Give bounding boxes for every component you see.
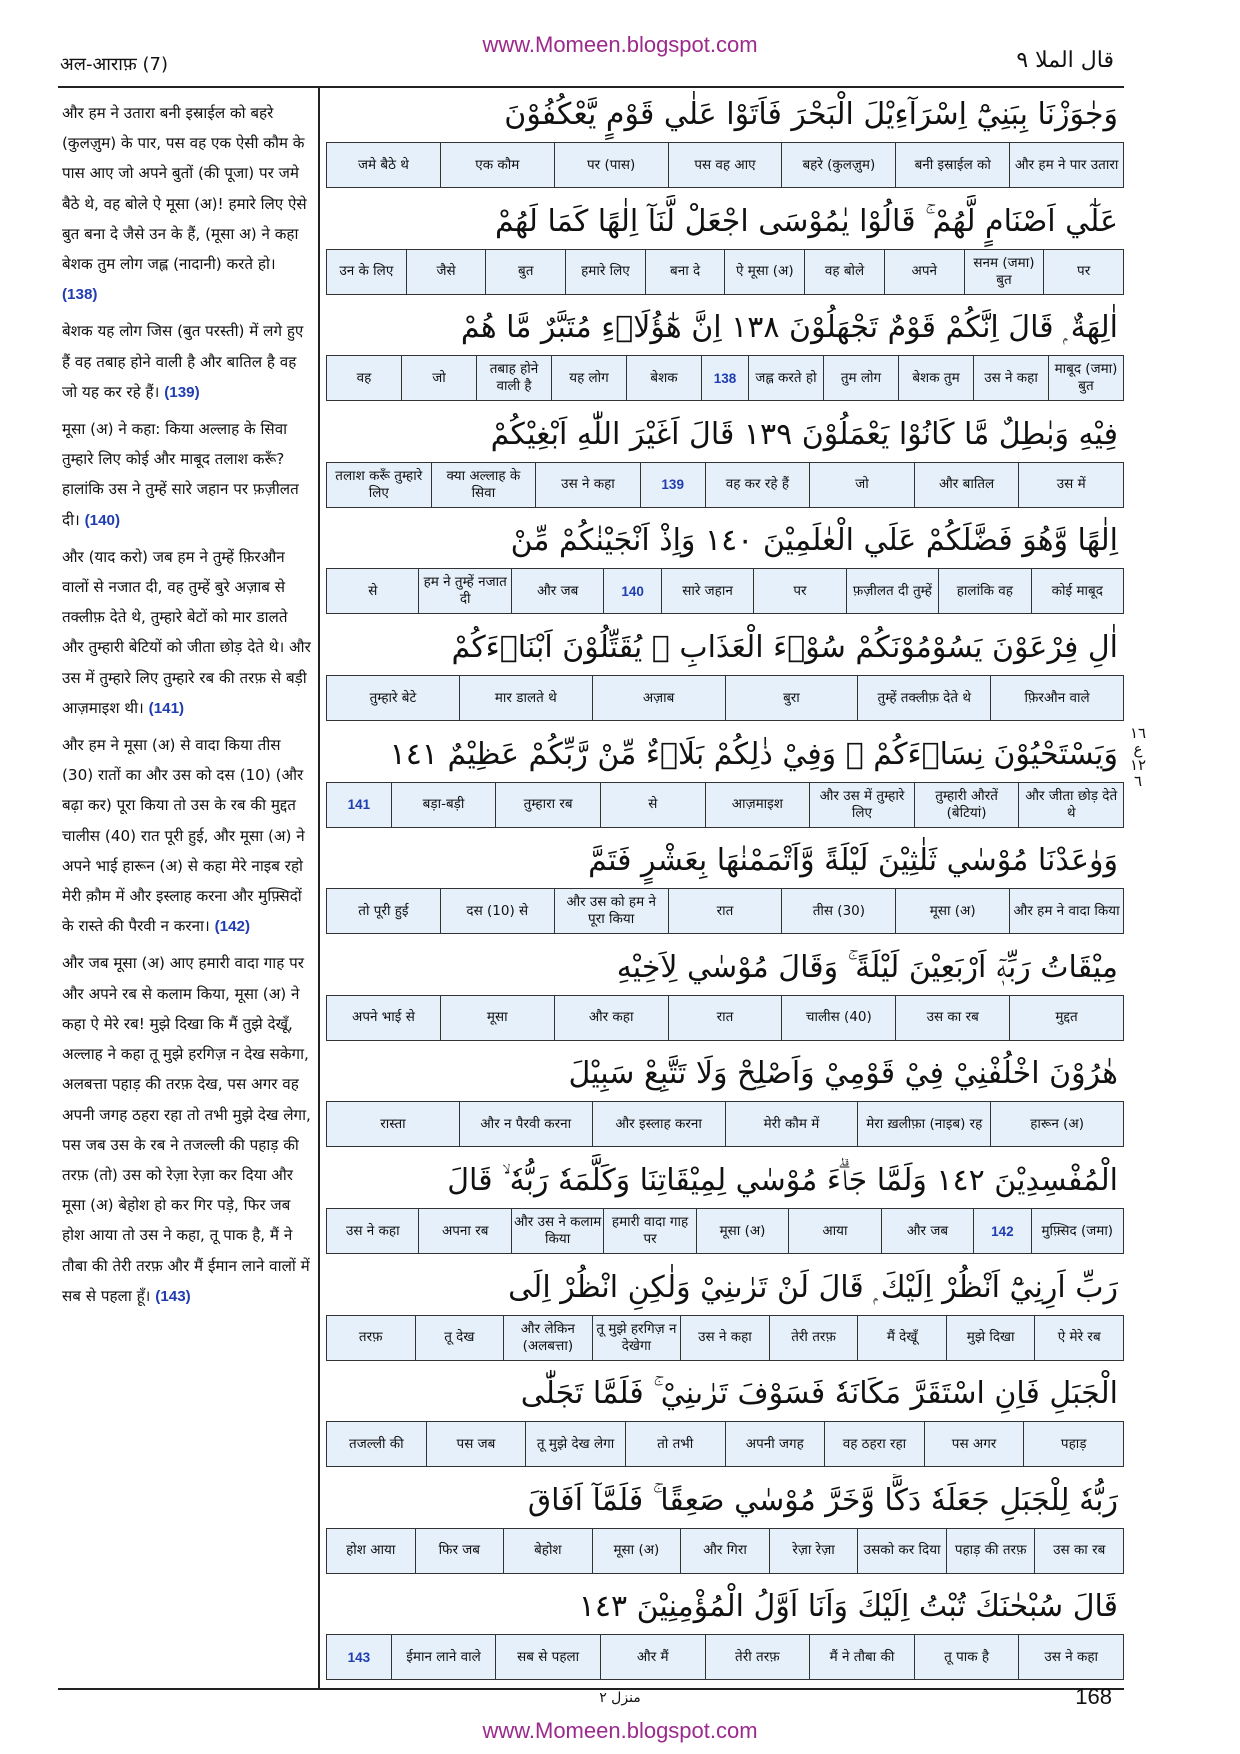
arabic-line: وَجٰوَزْنَا بِبَنِيْٓ اِسْرَآءِيْلَ الْبَحْرَ فَاَتَوْا عَلٰي قَوْمٍ يَّعْكُفُوْنَ xyxy=(504,97,1118,132)
word-cell: मुझे दिखा xyxy=(946,1316,1035,1360)
word-meanings xyxy=(326,675,1124,721)
word-cell: तुम्हारी औरतें (बेटियां) xyxy=(914,783,1019,827)
word-cell: और हम ने पार उतारा xyxy=(1009,143,1123,187)
word-cell: तेरी तरफ़ xyxy=(769,1316,858,1360)
word-cell: आज़माइश xyxy=(705,783,810,827)
word-meanings xyxy=(326,568,1124,614)
word-meanings xyxy=(326,1208,1124,1254)
word-cell: मूसा (अ) xyxy=(895,889,1009,933)
arabic-line: رَبُّهٗ لِلْجَبَلِ جَعَلَهٗ دَكًّا وَّخَرَّ مُوْسٰي صَعِقًا ۚ فَلَمَّآ اَفَاقَ xyxy=(527,1482,1118,1518)
word-cell: अज़ाब xyxy=(592,676,725,720)
word-cell: और उस में तुम्हारे लिए xyxy=(809,783,914,827)
word-cell: तुम्हें तक्लीफ़ देते थे xyxy=(857,676,990,720)
word-cell: बुत xyxy=(485,250,565,294)
word-cell: तू पाक है xyxy=(914,1635,1019,1679)
word-cell: और जब xyxy=(881,1209,973,1253)
verse-number: (140) xyxy=(84,511,121,529)
word-cell: मूसा (अ) xyxy=(696,1209,788,1253)
word-meanings xyxy=(326,355,1124,401)
word-cell: अपनी जगह xyxy=(725,1422,825,1466)
surah-name-hindi: अल-आराफ़ (7) xyxy=(60,54,168,75)
word-cell: वह कर रहे हैं xyxy=(705,463,810,507)
word-meanings xyxy=(326,249,1124,295)
word-cell: फ़िरऔन वाले xyxy=(990,676,1123,720)
arabic-line: فِيْهِ وَبٰطِلٌ مَّا كَانُوْا يَعْمَلُوْنَ ١٣٩ قَالَ اَغَيْرَ اللّٰهِ اَبْغِيْكُمْ xyxy=(490,416,1118,452)
arabic-line: الْمُفْسِدِيْنَ ١٤٢ وَلَمَّا جَاۗءَ مُوْسٰي لِمِيْقَاتِنَا وَكَلَّمَهٗ رَبُّهٗ ۙ قَالَ xyxy=(447,1163,1118,1198)
word-cell: उस ने कहा xyxy=(680,1316,769,1360)
word-cell: और कहा xyxy=(554,996,668,1040)
header-url[interactable]: www.Momeen.blogspot.com xyxy=(482,32,758,57)
word-cell: पस वह आए xyxy=(668,143,782,187)
word-cell: ऐ मेरे रब xyxy=(1034,1316,1123,1360)
word-cell: उस का रब xyxy=(895,996,1009,1040)
word-cell: 141 xyxy=(347,797,371,813)
word-cell: और गिरा xyxy=(680,1529,769,1573)
word-cell: बना दे xyxy=(645,250,725,294)
word-cell: उस ने कहा xyxy=(535,463,640,507)
word-cell: ईमान लाने वाले xyxy=(391,1635,496,1679)
word-cell: मैं ने तौबा की xyxy=(809,1635,914,1679)
word-meanings xyxy=(326,142,1124,188)
word-meanings xyxy=(326,1315,1124,1361)
word-cell: रात xyxy=(668,889,782,933)
word-cell: बुरा xyxy=(725,676,858,720)
translation-paragraph: और हम ने उतारा बनी इस्राईल को बहरे (कुलज़ुम) के पार, पस वह एक ऐसी कौम के पास आए जो अपने बुतों (की पूजा) पर जमे बैठे थे, वह बोले ऐ मूसा (अ)! हमारे लिए ऐसे बुत बना दे जैसे उन के हैं, (मूसा अ) ने कहा बेशक तुम लोग जह्ल (नादानी) करते हो। (138) xyxy=(62,104,307,304)
verse-number: (143) xyxy=(155,1287,191,1305)
translation-paragraph: और (याद करो) जब हम ने तुम्हें फ़िरऔन वालों से नजात दी, वह तुम्हें बुरे अज़ाब से तक्लीफ़ देते थे, तुम्हारे बेटों को मार डालते और तुम्हारी बेटियों को जीता छोड़ देते थे। और उस में तुम्हारे लिए तुम्हारे रब की तरफ़ से बड़ी आज़माइश थी। (141) xyxy=(62,547,311,717)
word-meanings xyxy=(326,1528,1124,1574)
word-cell: तरफ़ xyxy=(358,1329,383,1346)
translation-paragraph: बेशक यह लोग जिस (बुत परस्ती) में लगे हुए हैं वह तबाह होने वाली है और बातिल है वह जो यह कर रहे हैं। (139) xyxy=(62,322,304,401)
word-cell: हालांकि वह xyxy=(938,569,1030,613)
word-cell: वह xyxy=(356,369,372,386)
word-cell: ऐ मूसा (अ) xyxy=(724,250,804,294)
word-cell: जमे बैठे थे xyxy=(357,156,409,173)
verse-number: (141) xyxy=(148,699,185,717)
ruku-mark-part: ١٦ xyxy=(1129,724,1147,742)
ruku-mark-part: ٦ xyxy=(1133,772,1143,790)
arabic-line: وَيَسْتَحْيُوْنَ نِسَاۗءَكُمْ ۭ وَفِيْ ذٰلِكُمْ بَلَاۗءٌ مِّنْ رَّبِّكُمْ عَظِيْمٌ ١٤١ xyxy=(389,736,1118,772)
word-cell: पर (पास) xyxy=(554,143,668,187)
translation-column xyxy=(58,88,320,1688)
arabic-line: عَلٰٓي اَصْنَامٍ لَّهُمْ ۚ قَالُوْا يٰمُوْسَى اجْعَلْ لَّنَآ اِلٰهًا كَمَا لَهُمْ xyxy=(494,203,1118,239)
word-cell: और बातिल xyxy=(914,463,1019,507)
ruku-mark-part: ١٢ xyxy=(1129,756,1147,774)
arabic-line: هٰرُوْنَ اخْلُفْنِيْ فِيْ قَوْمِيْ وَاَصْلِحْ وَلَا تَتَّبِعْ سَبِيْلَ xyxy=(568,1056,1118,1092)
word-cell: हमारी वादा गाह पर xyxy=(603,1209,695,1253)
word-cell: मूसा xyxy=(440,996,554,1040)
translation-paragraph: मूसा (अ) ने कहा: किया अल्लाह के सिवा तुम्हारे लिए कोई और माबूद तलाश करूँ? हालांकि उस ने तुम्हें सारे जहान पर फ़ज़ीलत दी। (140) xyxy=(62,420,299,529)
word-meanings xyxy=(326,1421,1124,1467)
word-cell: सनम (जमा) बुत xyxy=(964,250,1044,294)
word-cell: तलाश करूँ तुम्हारे लिए xyxy=(335,467,423,501)
word-cell: और लेकिन (अलबत्ता) xyxy=(503,1316,592,1360)
word-cell: तो तभी xyxy=(625,1422,725,1466)
ruku-mark xyxy=(1128,725,1148,789)
word-cell: तो पूरी हुई xyxy=(358,902,409,919)
word-cell: क्या अल्लाह के सिवा xyxy=(431,463,536,507)
word-cell: और हम ने वादा किया xyxy=(1009,889,1123,933)
verse-number: (138) xyxy=(62,286,98,304)
word-cell: हम ने तुम्हें नजात दी xyxy=(418,569,510,613)
arabic-line: وَوٰعَدْنَا مُوْسٰي ثَلٰثِيْنَ لَيْلَةً وَّاَتْمَمْنٰهَا بِعَشْرٍ فَتَمَّ xyxy=(588,843,1118,879)
word-cell: उस का रब xyxy=(1034,1529,1123,1573)
word-cell: उसको कर दिया xyxy=(857,1529,946,1573)
arabic-line: قَالَ سُبْحٰنَكَ تُبْتُ اِلَيْكَ وَاَنَا اَوَّلُ الْمُؤْمِنِيْنَ ١٤٣ xyxy=(578,1589,1118,1625)
word-cell: 142 xyxy=(973,1209,1030,1253)
word-cell: तुम्हारा रब xyxy=(495,783,600,827)
word-cell: 143 xyxy=(347,1649,371,1665)
word-cell: बड़ा-बड़ी xyxy=(391,783,496,827)
word-cell: फ़ज़ीलत दी तुम्हें xyxy=(846,569,938,613)
word-cell: रेज़ा रेज़ा xyxy=(769,1529,858,1573)
translation-paragraph: और हम ने मूसा (अ) से वादा किया तीस (30) रातों का और उस को दस (10) (और बढ़ा कर) पूरा किया तो उस के रब की मुद्दत चालीस (40) रात पूरी हुई, और मूसा (अ) ने अपने भाई हारून (अ) से कहा मेरे नाइब रहो मेरी क़ौम में और इस्लाह करना और मुफ़्सिदों के रास्ते की पैरवी न करना। (142) xyxy=(62,736,305,936)
word-cell: तू देख xyxy=(415,1316,504,1360)
word-cell: रात xyxy=(668,996,782,1040)
word-meanings xyxy=(326,782,1124,828)
word-cell: हारून (अ) xyxy=(990,1102,1123,1146)
word-meanings xyxy=(326,995,1124,1041)
word-cell: 139 xyxy=(640,463,705,507)
word-cell: मार डालते थे xyxy=(459,676,592,720)
word-cell: मेरी कौम में xyxy=(725,1102,858,1146)
arabic-line: رَبِّ اَرِنِيْٓ اَنْظُرْ اِلَيْكَ ۭ قَالَ لَنْ تَرٰىنِيْ وَلٰكِنِ انْظُرْ اِلَى xyxy=(508,1269,1118,1305)
word-cell: और उस ने कलाम किया xyxy=(511,1209,603,1253)
word-cell: मूसा (अ) xyxy=(592,1529,681,1573)
word-cell: चालीस (40) xyxy=(781,996,895,1040)
word-cell: जो xyxy=(401,356,476,400)
word-cell: सब से पहला xyxy=(495,1635,600,1679)
word-cell: बनी इस्राईल को xyxy=(895,143,1009,187)
arabic-line: اِلٰهًا وَّهُوَ فَضَّلَكُمْ عَلَي الْعٰلَمِيْنَ ١٤٠ وَاِذْ اَنْجَيْنٰكُمْ مِّنْ xyxy=(510,523,1118,559)
arabic-line: اٰلِهَةٌ ۭ قَالَ اِنَّكُمْ قَوْمٌ تَجْهَلُوْنَ ١٣٨ اِنَّ هٰٓؤُلَاۗءِ مُتَبَّرٌ مَّا هُمْ xyxy=(460,310,1118,346)
word-cell: और न पैरवी करना xyxy=(459,1102,592,1146)
word-cell: तीस (30) xyxy=(781,889,895,933)
word-cell: और उस को हम ने पूरा किया xyxy=(554,889,668,933)
word-cell: बहरे (कुलज़ुम) xyxy=(781,143,895,187)
word-cell: और जीता छोड़ देते थे xyxy=(1018,783,1123,827)
word-cell: बेशक xyxy=(626,356,701,400)
word-cell: एक कौम xyxy=(440,143,554,187)
translation-paragraph: और जब मूसा (अ) आए हमारी वादा गाह पर और अपने रब से कलाम किया, मूसा (अ) ने कहा ऐ मेरे रब! मुझे दिखा कि मैं तुझे देखूँ, अल्लाह ने कहा तू मुझे हरगिज़ न देख सकेगा, अलबत्ता पहाड़ की तरफ़ देख, पस अगर वह अपनी जगह ठहरा रहा तो तभी मुझे देख लेगा, पस जब उस के रब ने तजल्ली की पहाड़ की तरफ़ (तो) उस को रेज़ा रेज़ा कर दिया और मूसा (अ) बेहोश हो कर गिर पड़े, फिर जब होश आया तो उस ने कहा, तू पाक है, मैं ने तौबा की तेरी तरफ़ और मैं ईमान लाने वालों में सब से पहला हूँ। (143) xyxy=(62,954,311,1305)
word-meanings xyxy=(326,1101,1124,1147)
word-cell: तेरी तरफ़ xyxy=(705,1635,810,1679)
word-cell: मुफ़्सिद (जमा) xyxy=(1031,1209,1123,1253)
word-cell: जैसे xyxy=(406,250,486,294)
verse-number: (139) xyxy=(164,383,200,401)
word-cell: वह बोले xyxy=(804,250,884,294)
word-cell: तजल्ली की xyxy=(349,1435,404,1452)
word-cell: अपना रब xyxy=(418,1209,510,1253)
arabic-line: الْجَبَلِ فَاِنِ اسْتَقَرَّ مَكَانَهٗ فَسَوْفَ تَرٰىنِيْ ۚ فَلَمَّا تَجَلّٰى xyxy=(520,1376,1118,1412)
word-cell: से xyxy=(600,783,705,827)
word-meanings xyxy=(326,1634,1124,1680)
word-cell: पहाड़ xyxy=(1023,1422,1123,1466)
word-cell: आया xyxy=(788,1209,880,1253)
word-cell: पर xyxy=(1043,250,1123,294)
word-cell: मुद्दत xyxy=(1009,996,1123,1040)
word-cell: तू मुझे देख लेगा xyxy=(525,1422,625,1466)
word-meanings xyxy=(326,888,1124,934)
word-cell: यह लोग xyxy=(551,356,626,400)
word-cell: तुम्हारे बेटे xyxy=(369,689,417,706)
page-frame xyxy=(58,86,1124,1690)
word-cell: बेहोश xyxy=(503,1529,592,1573)
word-cell: बेशक तुम xyxy=(898,356,973,400)
word-cell: जह्ल करते हो xyxy=(748,356,823,400)
word-cell: उस ने कहा xyxy=(1018,1635,1123,1679)
word-cell: अपने भाई से xyxy=(352,1009,415,1026)
word-cell: होश आया xyxy=(346,1542,396,1559)
word-cell: हमारे लिए xyxy=(565,250,645,294)
word-by-word-column xyxy=(326,88,1124,1688)
arabic-line: اٰلِ فِرْعَوْنَ يَسُوْمُوْنَكُمْ سُوْۗءَ الْعَذَابِ ۚ يُقَتِّلُوْنَ اَبْنَاۗءَكُمْ xyxy=(451,630,1118,665)
ruku-mark-part: ع xyxy=(1133,740,1143,758)
word-cell: सारे जहान xyxy=(661,569,753,613)
word-cell: और इस्लाह करना xyxy=(592,1102,725,1146)
word-meanings xyxy=(326,462,1124,508)
verse-number: (142) xyxy=(214,918,251,936)
word-cell: मेरा ख़लीफ़ा (नाइब) रह xyxy=(857,1102,990,1146)
word-cell: मैं देखूँ xyxy=(857,1316,946,1360)
word-cell: उस ने कहा xyxy=(345,1222,400,1239)
word-cell: पस जब xyxy=(426,1422,526,1466)
word-cell: 138 xyxy=(701,356,748,400)
word-cell: अपने xyxy=(884,250,964,294)
word-cell: पर xyxy=(753,569,845,613)
footer-url[interactable]: www.Momeen.blogspot.com xyxy=(482,1718,758,1743)
word-cell: वह ठहरा रहा xyxy=(824,1422,924,1466)
word-cell: पस अगर xyxy=(924,1422,1024,1466)
word-cell: से xyxy=(368,582,378,599)
word-cell: उन के लिए xyxy=(339,263,394,280)
word-cell: दस (10) से xyxy=(440,889,554,933)
word-cell: कोई माबूद xyxy=(1031,569,1123,613)
word-cell: तबाह होने वाली है xyxy=(476,356,551,400)
word-cell: जो xyxy=(809,463,914,507)
page-number: 168 xyxy=(1075,1684,1112,1709)
word-cell: माबूद (जमा) बुत xyxy=(1048,356,1123,400)
manzil-label: منزل ٢ xyxy=(599,1690,641,1706)
word-cell: तू मुझे हरगिज़ न देखेगा xyxy=(592,1316,681,1360)
word-cell: उस ने कहा xyxy=(973,356,1048,400)
word-cell: और मैं xyxy=(600,1635,705,1679)
juz-name-arabic: قال الملا ٩ xyxy=(1016,48,1114,73)
word-cell: पहाड़ की तरफ़ xyxy=(946,1529,1035,1573)
word-cell: तुम लोग xyxy=(823,356,898,400)
word-cell: और जब xyxy=(511,569,603,613)
word-cell: रास्ता xyxy=(380,1115,406,1132)
word-cell: उस में xyxy=(1018,463,1123,507)
word-cell: 140 xyxy=(603,569,660,613)
arabic-line: مِيْقَاتُ رَبِّهٖٓ اَرْبَعِيْنَ لَيْلَةً ۚ وَقَالَ مُوْسٰي لِاَخِيْهِ xyxy=(616,949,1118,985)
word-cell: फिर जब xyxy=(415,1529,504,1573)
